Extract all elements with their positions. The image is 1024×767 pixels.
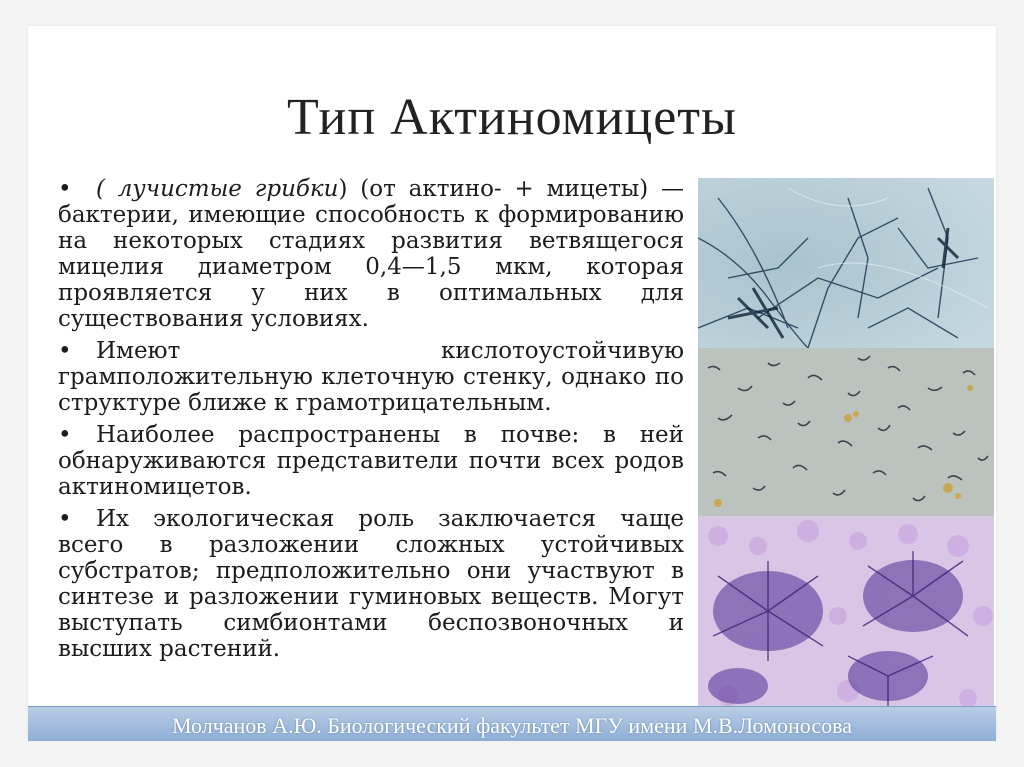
bullet-text: Имеют кислотоустойчивую грамположительную клеточную стенку, однако по структуре ближе к грамотрицательным. [58, 338, 684, 416]
micrograph-gray-filaments [698, 348, 994, 516]
micrograph-blue-mycelium [698, 178, 994, 348]
footer-text: Молчанов А.Ю. Биологический факультет МГУ имени М.В.Ломоносова [172, 713, 852, 738]
bullet-item-4 [58, 506, 684, 662]
footer-bar [28, 706, 996, 741]
bullet-item-3 [58, 422, 684, 500]
body-text [58, 176, 684, 668]
bullet-marker: • [58, 506, 72, 532]
bullet-marker: • [58, 338, 72, 364]
bullet-marker: • [58, 176, 72, 202]
bullet-item-1 [58, 176, 684, 332]
bullet-italic-term: ( лучистые грибки [96, 176, 339, 202]
slide [28, 26, 996, 740]
micrograph-purple-stain [698, 516, 994, 708]
bullet-marker: • [58, 422, 72, 448]
bullet-text: ) (от актино- + мицеты) — бактерии, имеющие способность к формированию на некоторых стадиях развития ветвящегося мицелия диаметром 0,4—1,5 мкм, которая проявляется у них в оптимальных для существования условиях. [58, 176, 685, 332]
slide-title: Тип Актиномицеты [287, 89, 737, 146]
bullet-text: Наиболее распространены в почве: в ней обнаруживаются представители почти всех родов актиномицетов. [58, 422, 684, 500]
bullet-text: Их экологическая роль заключается чаще всего в разложении сложных устойчивых субстратов; предположительно они участвуют в синтезе и разложении гуминовых веществ. Могут выступать симбионтами беспозвоночных и высших растений. [58, 506, 684, 662]
bullet-item-2 [58, 338, 684, 416]
